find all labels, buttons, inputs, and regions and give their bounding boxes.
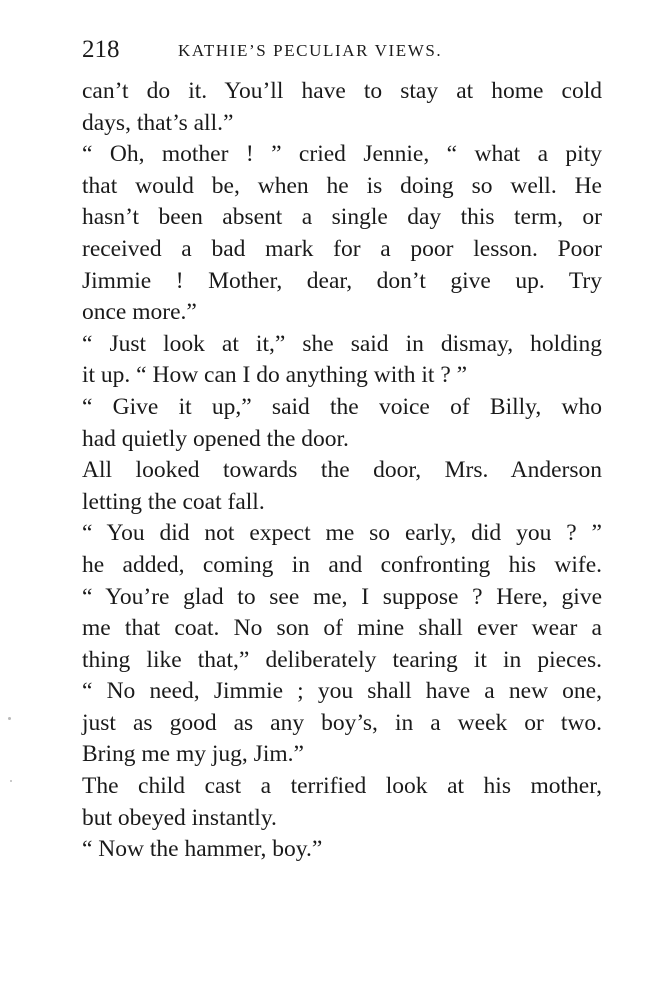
text-line: “ Give it up,” said the voice of Billy, who (82, 393, 602, 420)
text-line: All looked towards the door, Mrs. Anderson (82, 457, 602, 484)
running-head: KATHIE’S PECULIAR VIEWS. (178, 41, 443, 60)
text-line: me that coat. No son of mine shall ever wear a (82, 615, 602, 642)
text-line: he added, coming in and confronting his wife. (82, 551, 602, 578)
text-line: Bring me my jug, Jim.” (82, 741, 304, 768)
text-line: thing like that,” deliberately tearing it in pieces. (82, 646, 602, 673)
text-line: Jimmie ! Mother, dear, don’t give up. Try (82, 267, 602, 294)
text-line: can’t do it. You’ll have to stay at home cold (82, 78, 602, 104)
text-line: once more.” (82, 299, 197, 326)
text-line: that would be, when he is doing so well. He (82, 172, 602, 199)
text-line: “ You’re glad to see me, I suppose ? Here, give (82, 583, 602, 610)
text-line: received a bad mark for a poor lesson. Poor (82, 235, 602, 262)
text-line: “ Now the hammer, boy.” (82, 836, 323, 863)
text-line: “ Oh, mother ! ” cried Jennie, “ what a pity (82, 141, 602, 168)
text-line: “ No need, Jimmie ; you shall have a new one, (82, 678, 602, 705)
text-line: it up. “ How can I do anything with it ? ” (82, 362, 468, 389)
page-number: 218 (82, 36, 120, 63)
book-page (82, 36, 602, 866)
text-line: but obeyed instantly. (82, 804, 277, 831)
text-line: letting the coat fall. (82, 488, 265, 515)
scan-speck (8, 717, 11, 720)
text-line: just as good as any boy’s, in a week or two. (82, 709, 602, 736)
text-line: “ Just look at it,” she said in dismay, holding (82, 330, 602, 357)
body-text (82, 76, 602, 866)
text-line: hasn’t been absent a single day this term, or (82, 204, 602, 231)
page-header (82, 36, 602, 76)
text-line: had quietly opened the door. (82, 425, 349, 452)
text-line: The child cast a terrified look at his mother, (82, 773, 602, 800)
text-line: “ You did not expect me so early, did you ? ” (82, 520, 602, 547)
scan-speck (10, 780, 12, 782)
text-line: days, that’s all.” (82, 109, 234, 136)
